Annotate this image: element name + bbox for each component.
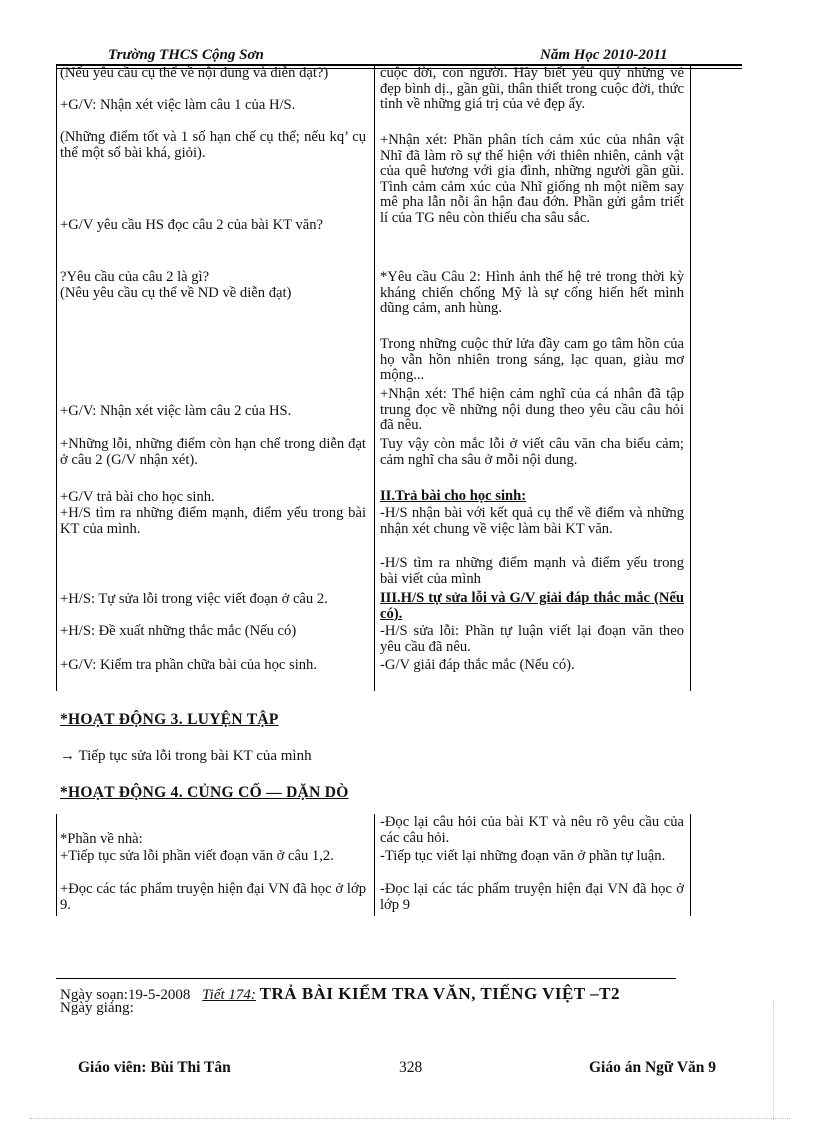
table2-mid-border: [374, 814, 375, 916]
activity4-title: *HOẠT ĐỘNG 4. CỦNG CỐ — DẶN DÒ: [60, 784, 349, 801]
right-item: *Yêu cầu Câu 2: Hình ảnh thế hệ trẻ trong thời kỳ kháng chiến chống Mỹ là sự cống hiến hết mình dũng cảm, anh hùng.: [380, 269, 684, 317]
table2-left-border: [56, 814, 57, 916]
section-heading-return: II.Trả bài cho học sinh:: [380, 488, 527, 504]
date-prepared: Ngày soạn:19-5-2008: [60, 987, 191, 1003]
homework-item: +Đọc các tác phẩm truyện hiện đại VN đã học ở lớp 9.: [60, 881, 366, 913]
left-item: +H/S: Tự sửa lỗi trong việc viết đoạn ở câu 2.: [60, 591, 328, 607]
left-item: +G/V yêu cầu HS đọc câu 2 của bài KT văn?: [60, 217, 324, 233]
table1-left-border: [56, 66, 57, 691]
section-heading-fix: III.H/S tự sửa lỗi và G/V giải đáp thắc mắc (Nếu có).: [380, 590, 684, 622]
left-item: (Nêu yêu cầu cụ thể về ND về diễn đạt): [60, 285, 292, 301]
right-item: cuộc đời, con người. Hãy biết yêu quý những vẻ đẹp bình dị., gần gũi, thân thiết trong cuộc đời, thức tỉnh về những giá trị của vẻ đẹp ấy.: [380, 65, 684, 113]
left-item: (Nếu yêu cầu cụ thể về nội dung và diễn đạt?): [60, 65, 329, 81]
left-item: +H/S: Đề xuất những thắc mắc (Nếu có): [60, 623, 297, 639]
lesson-line: [60, 984, 620, 1004]
school-year: Năm Học 2010-2011: [540, 47, 668, 63]
activity3-title: *HOẠT ĐỘNG 3. LUYỆN TẬP: [60, 711, 279, 728]
page-bottom-dots: [30, 1118, 790, 1119]
right-item: -H/S nhận bài với kết quả cụ thể về điểm và những nhận xét chung về việc làm bài KT văn.: [380, 505, 684, 537]
left-item: +G/V: Nhận xét việc làm câu 1 của H/S.: [60, 97, 296, 113]
right-item: -G/V giải đáp thắc mắc (Nếu có).: [380, 657, 575, 673]
footer-teacher: Giáo viên: Bùi Thi Tân: [78, 1059, 231, 1076]
homework-item: -Đọc lại các tác phẩm truyện hiện đại VN đã học ở lớp 9: [380, 881, 684, 913]
table1-mid-border: [374, 66, 375, 691]
right-item: Trong những cuộc thử lửa đầy cam go tâm hồn của họ vẫn hồn nhiên trong sáng, lạc quan, giàu mơ mộng...: [380, 336, 684, 384]
footer-subject: Giáo án Ngữ Văn 9: [589, 1059, 717, 1076]
right-item: +Nhận xét: Phần phân tích cảm xúc của nhân vật Nhĩ đã làm rõ sự thể hiện với thiên nhiên, cảnh vật của quê hương với gia đình, những người gần gũi. Tình cảm cảm xúc của Nhĩ giống nh một niềm say mê pha lẫn nỗi ân hận đau đớn. Phần gửi gắm triết lí của TG nêu còn thiếu cha sâu sắc.: [380, 132, 684, 226]
period-label: Tiết 174:: [202, 987, 256, 1003]
school-name: Trường THCS Cộng Sơn: [108, 47, 264, 63]
lesson-separator: [56, 978, 676, 979]
right-item: -H/S tìm ra những điểm mạnh và điểm yếu trong bài viết của mình: [380, 555, 684, 587]
left-item: +G/V: Kiểm tra phần chữa bài của học sinh.: [60, 657, 317, 673]
homework-item: -Đọc lại câu hỏi của bài KT và nêu rõ yêu cầu của các câu hỏi.: [380, 814, 684, 846]
homework-item: +Tiếp tục sửa lỗi phần viết đoạn văn ở câu 1,2.: [60, 848, 334, 864]
left-item: +H/S tìm ra những điểm mạnh, điểm yếu trong bài KT của mình.: [60, 505, 366, 537]
arrow-right-icon: →: [60, 748, 75, 764]
left-item: (Những điểm tốt và 1 số hạn chế cụ thể; nếu kq’ cụ thể một số bài khá, giỏi).: [60, 129, 366, 161]
left-item: +Những lỗi, những điểm còn hạn chế trong diễn đạt ở câu 2 (G/V nhận xét).: [60, 436, 366, 468]
homework-item: -Tiếp tục viết lại những đoạn văn ở phần tự luận.: [380, 848, 666, 864]
table2-right-border: [690, 814, 691, 916]
left-item: ?Yêu cầu của câu 2 là gì?: [60, 269, 210, 285]
date-taught: Ngày giảng:: [60, 1000, 134, 1016]
page-edge-mark: [773, 1000, 774, 1120]
right-item: -H/S sửa lỗi: Phần tự luận viết lại đoạn văn theo yêu cầu đã nêu.: [380, 623, 684, 655]
left-item: +G/V: Nhận xét việc làm câu 2 của HS.: [60, 403, 292, 419]
lesson-title: TRẢ BÀI KIỂM TRA VĂN, TIẾNG VIỆT –T2: [259, 984, 620, 1003]
right-item: +Nhận xét: Thể hiện cảm nghĩ của cá nhân đã tập trung đọc về những nội dung theo yêu cầu câu hỏi đã nêu.: [380, 386, 684, 434]
page-number: 328: [399, 1059, 423, 1076]
table1-right-border: [690, 66, 691, 691]
homework-item: *Phần về nhà:: [60, 831, 143, 847]
right-item: Tuy vậy còn mắc lỗi ở viết câu văn cha biểu cảm; cảm nghĩ cha sâu ở mỗi nội dung.: [380, 436, 684, 468]
activity3-text: Tiếp tục sửa lỗi trong bài KT của mình: [78, 748, 312, 764]
activity3-line: [60, 748, 312, 765]
left-item: +G/V trả bài cho học sinh.: [60, 489, 215, 505]
